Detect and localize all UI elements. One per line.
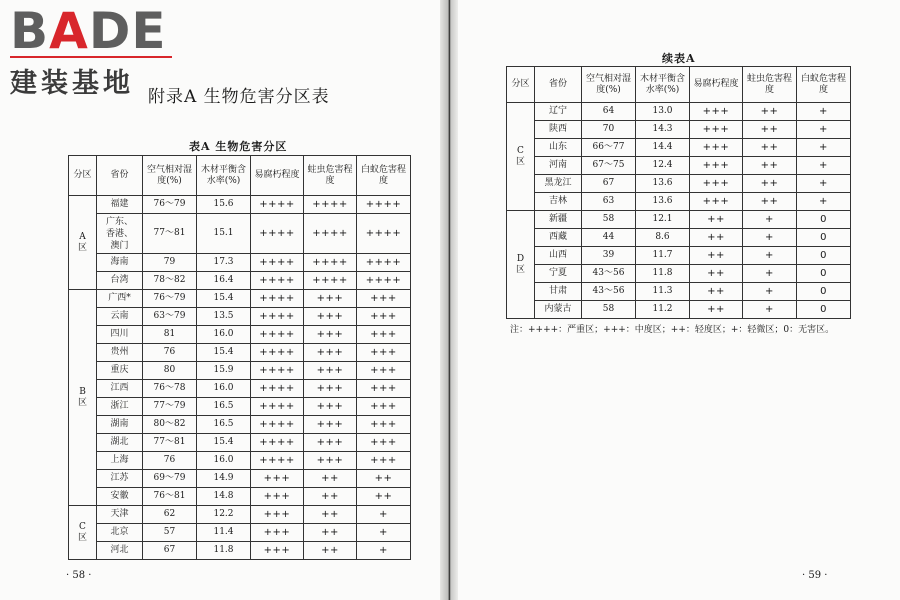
table-row	[69, 452, 411, 470]
termite-cell: +++	[357, 398, 411, 416]
col-insect: 蛀虫危害程度	[743, 67, 797, 103]
insect-cell: +++	[304, 290, 357, 308]
logo-subtitle: 建装基地	[10, 68, 134, 99]
termite-cell: ++++	[357, 272, 411, 290]
humidity-cell: 77～79	[143, 398, 197, 416]
province-cell: 河北	[97, 542, 143, 560]
moisture-cell: 8.6	[636, 229, 690, 247]
decay-cell: ++++	[251, 380, 304, 398]
col-humidity: 空气相对湿度(%)	[143, 156, 197, 196]
termite-cell: +	[357, 524, 411, 542]
col-decay: 易腐朽程度	[690, 67, 743, 103]
termite-cell: +	[797, 193, 851, 211]
moisture-cell: 14.4	[636, 139, 690, 157]
table-row	[507, 265, 851, 283]
legend-note: 注：++++：严重区；+++：中度区；++：轻度区；+：轻微区；0：无害区。	[510, 325, 835, 335]
moisture-cell: 15.4	[197, 434, 251, 452]
zone-cell: D 区	[507, 211, 535, 319]
province-cell: 新疆	[535, 211, 582, 229]
insect-cell: +++	[304, 362, 357, 380]
humidity-cell: 63～79	[143, 308, 197, 326]
humidity-cell: 58	[582, 211, 636, 229]
moisture-cell: 15.6	[197, 196, 251, 214]
humidity-cell: 76～79	[143, 196, 197, 214]
table-row	[507, 121, 851, 139]
table-header-row	[69, 156, 411, 196]
table-row	[69, 254, 411, 272]
insect-cell: +	[743, 283, 797, 301]
col-humidity: 空气相对湿度(%)	[582, 67, 636, 103]
insect-cell: +	[743, 229, 797, 247]
moisture-cell: 15.9	[197, 362, 251, 380]
termite-cell: +	[797, 103, 851, 121]
zone-cell: C 区	[69, 506, 97, 560]
moisture-cell: 13.5	[197, 308, 251, 326]
table-row	[507, 157, 851, 175]
humidity-cell: 76～79	[143, 290, 197, 308]
moisture-cell: 14.9	[197, 470, 251, 488]
humidity-cell: 80	[143, 362, 197, 380]
province-cell: 重庆	[97, 362, 143, 380]
table-row	[507, 139, 851, 157]
page-number: · 59 ·	[802, 570, 828, 581]
moisture-cell: 12.1	[636, 211, 690, 229]
col-moisture: 木材平衡含水率(%)	[197, 156, 251, 196]
decay-cell: ++++	[251, 416, 304, 434]
termite-cell: +++	[357, 416, 411, 434]
col-decay: 易腐朽程度	[251, 156, 304, 196]
table-row	[69, 326, 411, 344]
termite-cell: ++++	[357, 196, 411, 214]
termite-cell: ++++	[357, 254, 411, 272]
moisture-cell: 11.3	[636, 283, 690, 301]
humidity-cell: 76～78	[143, 380, 197, 398]
table-caption: 表A 生物危害分区	[189, 140, 288, 153]
insect-cell: +++	[304, 434, 357, 452]
moisture-cell: 13.6	[636, 193, 690, 211]
termite-cell: +++	[357, 308, 411, 326]
moisture-cell: 12.4	[636, 157, 690, 175]
moisture-cell: 16.0	[197, 380, 251, 398]
humidity-cell: 66～77	[582, 139, 636, 157]
table-row	[69, 290, 411, 308]
insect-cell: +++	[304, 308, 357, 326]
moisture-cell: 11.4	[197, 524, 251, 542]
termite-cell: 0	[797, 301, 851, 319]
termite-cell: +++	[357, 452, 411, 470]
province-cell: 山西	[535, 247, 582, 265]
province-cell: 湖北	[97, 434, 143, 452]
right-page	[458, 0, 900, 600]
col-moisture: 木材平衡含水率(%)	[636, 67, 690, 103]
table-row	[69, 308, 411, 326]
decay-cell: +++	[690, 121, 743, 139]
province-cell: 海南	[97, 254, 143, 272]
termite-cell: +++	[357, 362, 411, 380]
decay-cell: ++++	[251, 308, 304, 326]
decay-cell: ++++	[251, 214, 304, 254]
insect-cell: ++	[304, 506, 357, 524]
col-termite: 白蚁危害程度	[357, 156, 411, 196]
insect-cell: ++	[743, 175, 797, 193]
decay-cell: +++	[251, 524, 304, 542]
insect-cell: +	[743, 265, 797, 283]
zone-cell: C 区	[507, 103, 535, 211]
table-row	[507, 193, 851, 211]
province-cell: 湖南	[97, 416, 143, 434]
humidity-cell: 81	[143, 326, 197, 344]
insect-cell: +++	[304, 452, 357, 470]
province-cell: 北京	[97, 524, 143, 542]
humidity-cell: 67	[582, 175, 636, 193]
termite-cell: +	[797, 175, 851, 193]
moisture-cell: 15.1	[197, 214, 251, 254]
decay-cell: +++	[690, 193, 743, 211]
table-row	[69, 398, 411, 416]
logo-wordmark: BADE	[10, 2, 167, 60]
decay-cell: ++	[690, 283, 743, 301]
moisture-cell: 11.8	[197, 542, 251, 560]
insect-cell: ++	[304, 542, 357, 560]
province-cell: 河南	[535, 157, 582, 175]
province-cell: 甘肃	[535, 283, 582, 301]
hazard-table	[68, 155, 411, 560]
moisture-cell: 16.5	[197, 416, 251, 434]
decay-cell: ++	[690, 265, 743, 283]
province-cell: 台湾	[97, 272, 143, 290]
province-cell: 天津	[97, 506, 143, 524]
insect-cell: ++++	[304, 196, 357, 214]
decay-cell: ++++	[251, 452, 304, 470]
humidity-cell: 77～81	[143, 214, 197, 254]
decay-cell: +++	[690, 139, 743, 157]
insect-cell: ++	[743, 139, 797, 157]
decay-cell: +++	[690, 157, 743, 175]
decay-cell: ++	[690, 229, 743, 247]
insect-cell: ++	[743, 103, 797, 121]
insect-cell: ++	[304, 488, 357, 506]
table-row	[69, 488, 411, 506]
province-cell: 西藏	[535, 229, 582, 247]
termite-cell: +	[797, 157, 851, 175]
col-province: 省份	[97, 156, 143, 196]
humidity-cell: 57	[143, 524, 197, 542]
decay-cell: ++	[690, 247, 743, 265]
decay-cell: ++++	[251, 398, 304, 416]
zone-cell: B 区	[69, 290, 97, 506]
province-cell: 辽宁	[535, 103, 582, 121]
table-row	[507, 301, 851, 319]
province-cell: 江西	[97, 380, 143, 398]
insect-cell: ++++	[304, 254, 357, 272]
table-row	[507, 103, 851, 121]
humidity-cell: 78～82	[143, 272, 197, 290]
decay-cell: +++	[690, 175, 743, 193]
insect-cell: +	[743, 301, 797, 319]
termite-cell: +++	[357, 290, 411, 308]
left-page	[0, 0, 440, 600]
humidity-cell: 67～75	[582, 157, 636, 175]
table-row	[69, 196, 411, 214]
insect-cell: ++	[304, 470, 357, 488]
humidity-cell: 63	[582, 193, 636, 211]
province-cell: 安徽	[97, 488, 143, 506]
moisture-cell: 16.4	[197, 272, 251, 290]
table-row	[69, 344, 411, 362]
insect-cell: +	[743, 247, 797, 265]
table-row	[69, 434, 411, 452]
table-row	[507, 175, 851, 193]
table-row	[69, 362, 411, 380]
termite-cell: +	[797, 139, 851, 157]
continued-table-caption: 续表A	[662, 52, 696, 65]
insect-cell: ++	[743, 157, 797, 175]
book-gutter	[440, 0, 458, 600]
province-cell: 云南	[97, 308, 143, 326]
moisture-cell: 12.2	[197, 506, 251, 524]
moisture-cell: 16.0	[197, 452, 251, 470]
col-province: 省份	[535, 67, 582, 103]
humidity-cell: 70	[582, 121, 636, 139]
col-termite: 白蚁危害程度	[797, 67, 851, 103]
decay-cell: ++++	[251, 326, 304, 344]
col-zone: 分区	[69, 156, 97, 196]
province-cell: 山东	[535, 139, 582, 157]
humidity-cell: 67	[143, 542, 197, 560]
table-row	[69, 272, 411, 290]
humidity-cell: 79	[143, 254, 197, 272]
province-cell: 贵州	[97, 344, 143, 362]
col-insect: 蛀虫危害程度	[304, 156, 357, 196]
termite-cell: 0	[797, 211, 851, 229]
table-row	[507, 229, 851, 247]
table-row	[69, 470, 411, 488]
decay-cell: ++	[690, 211, 743, 229]
moisture-cell: 14.3	[636, 121, 690, 139]
decay-cell: +++	[251, 542, 304, 560]
insect-cell: +++	[304, 398, 357, 416]
termite-cell: ++	[357, 470, 411, 488]
decay-cell: +++	[251, 470, 304, 488]
humidity-cell: 76	[143, 452, 197, 470]
termite-cell: 0	[797, 265, 851, 283]
zone-cell: A 区	[69, 196, 97, 290]
moisture-cell: 13.6	[636, 175, 690, 193]
moisture-cell: 14.8	[197, 488, 251, 506]
appendix-title: 附录A 生物危害分区表	[148, 87, 330, 107]
table-row	[507, 247, 851, 265]
decay-cell: +++	[690, 103, 743, 121]
humidity-cell: 80～82	[143, 416, 197, 434]
table-row	[69, 524, 411, 542]
humidity-cell: 58	[582, 301, 636, 319]
table-row	[507, 283, 851, 301]
humidity-cell: 39	[582, 247, 636, 265]
humidity-cell: 44	[582, 229, 636, 247]
termite-cell: ++	[357, 488, 411, 506]
province-cell: 浙江	[97, 398, 143, 416]
termite-cell: 0	[797, 247, 851, 265]
insect-cell: +	[743, 211, 797, 229]
table-row	[69, 542, 411, 560]
termite-cell: 0	[797, 229, 851, 247]
moisture-cell: 16.0	[197, 326, 251, 344]
termite-cell: +	[357, 542, 411, 560]
termite-cell: +++	[357, 434, 411, 452]
decay-cell: +++	[251, 506, 304, 524]
province-cell: 宁夏	[535, 265, 582, 283]
moisture-cell: 15.4	[197, 290, 251, 308]
humidity-cell: 76～81	[143, 488, 197, 506]
decay-cell: ++	[690, 301, 743, 319]
moisture-cell: 11.8	[636, 265, 690, 283]
province-cell: 黑龙江	[535, 175, 582, 193]
table-header-row	[507, 67, 851, 103]
moisture-cell: 13.0	[636, 103, 690, 121]
humidity-cell: 76	[143, 344, 197, 362]
termite-cell: +++	[357, 326, 411, 344]
moisture-cell: 11.7	[636, 247, 690, 265]
insect-cell: ++++	[304, 214, 357, 254]
humidity-cell: 77～81	[143, 434, 197, 452]
insect-cell: +++	[304, 326, 357, 344]
province-cell: 吉林	[535, 193, 582, 211]
insect-cell: ++	[743, 193, 797, 211]
province-cell: 广西*	[97, 290, 143, 308]
humidity-cell: 62	[143, 506, 197, 524]
page-number: · 58 ·	[66, 570, 92, 581]
insect-cell: ++++	[304, 272, 357, 290]
continued-hazard-table	[506, 66, 851, 319]
termite-cell: ++++	[357, 214, 411, 254]
province-cell: 广东、香港、澳门	[97, 214, 143, 254]
table-row	[69, 380, 411, 398]
insect-cell: +++	[304, 416, 357, 434]
decay-cell: +++	[251, 488, 304, 506]
termite-cell: +	[797, 121, 851, 139]
termite-cell: +	[357, 506, 411, 524]
decay-cell: ++++	[251, 362, 304, 380]
province-cell: 陕西	[535, 121, 582, 139]
termite-cell: +++	[357, 344, 411, 362]
province-cell: 四川	[97, 326, 143, 344]
moisture-cell: 15.4	[197, 344, 251, 362]
province-cell: 内蒙古	[535, 301, 582, 319]
humidity-cell: 43～56	[582, 283, 636, 301]
humidity-cell: 69～79	[143, 470, 197, 488]
moisture-cell: 16.5	[197, 398, 251, 416]
province-cell: 福建	[97, 196, 143, 214]
table-row	[507, 211, 851, 229]
humidity-cell: 43～56	[582, 265, 636, 283]
humidity-cell: 64	[582, 103, 636, 121]
decay-cell: ++++	[251, 290, 304, 308]
decay-cell: ++++	[251, 196, 304, 214]
col-zone: 分区	[507, 67, 535, 103]
table-row	[69, 416, 411, 434]
insect-cell: +++	[304, 344, 357, 362]
insect-cell: +++	[304, 380, 357, 398]
termite-cell: +++	[357, 380, 411, 398]
insect-cell: ++	[743, 121, 797, 139]
decay-cell: ++++	[251, 254, 304, 272]
decay-cell: ++++	[251, 434, 304, 452]
insect-cell: ++	[304, 524, 357, 542]
moisture-cell: 17.3	[197, 254, 251, 272]
province-cell: 上海	[97, 452, 143, 470]
province-cell: 江苏	[97, 470, 143, 488]
termite-cell: 0	[797, 283, 851, 301]
table-row	[69, 214, 411, 254]
moisture-cell: 11.2	[636, 301, 690, 319]
decay-cell: ++++	[251, 344, 304, 362]
table-row	[69, 506, 411, 524]
decay-cell: ++++	[251, 272, 304, 290]
